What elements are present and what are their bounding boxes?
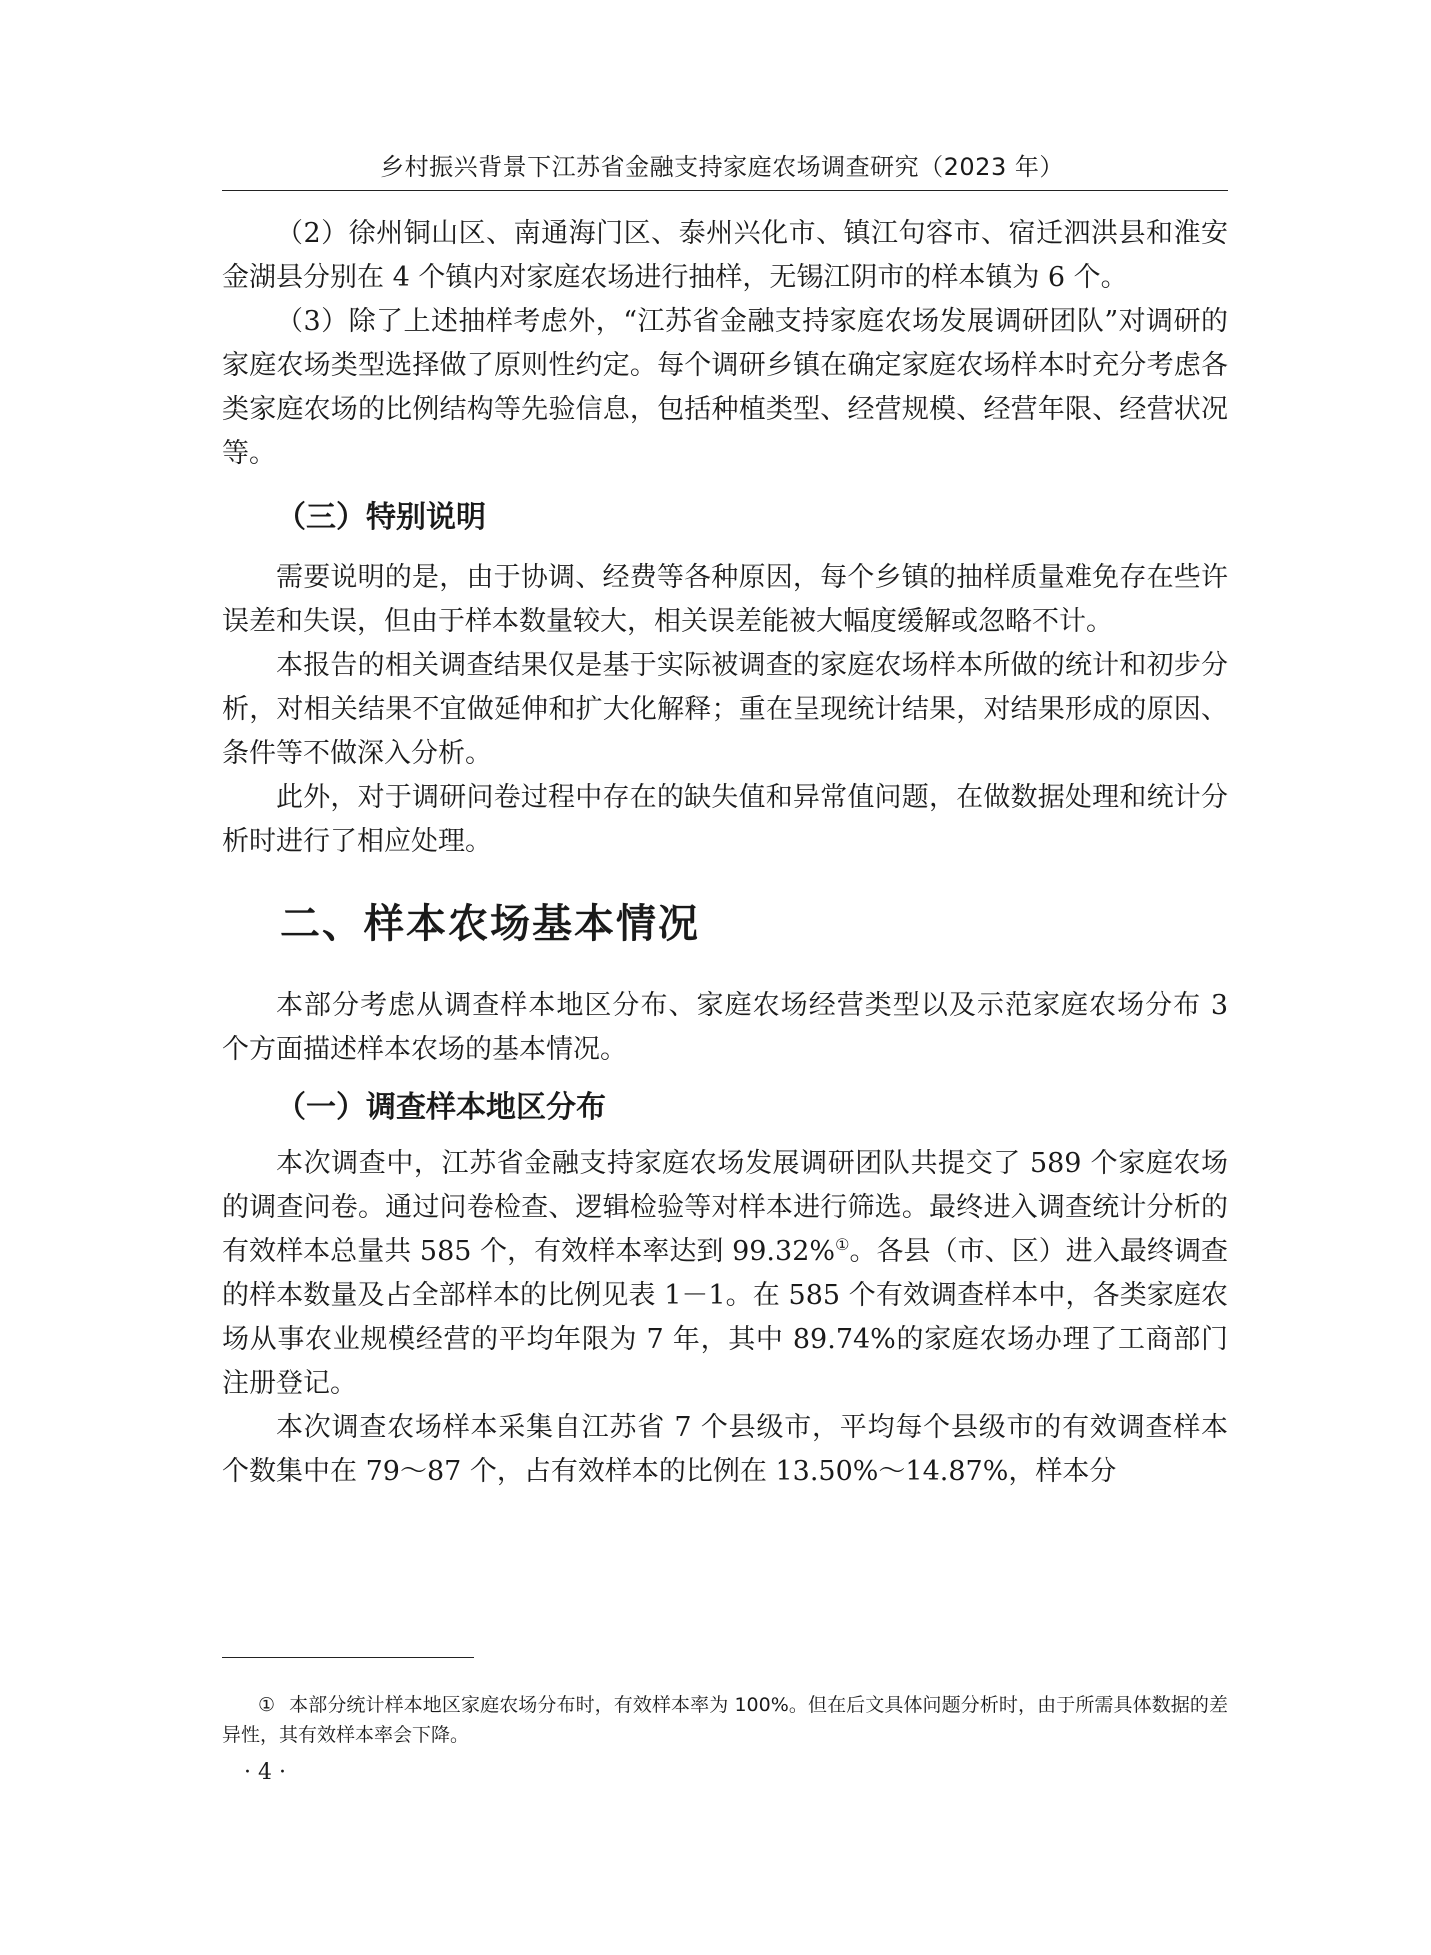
running-header: 乡村振兴背景下江苏省金融支持家庭农场调查研究（2023 年） [380,153,1064,181]
page-number: · 4 · [244,1760,286,1785]
document-body [222,212,1228,1494]
paragraph-chapter-intro: 本部分考虑从调查样本地区分布、家庭农场经营类型以及示范家庭农场分布 3 个方面描述样本农场的基本情况。 [222,990,1228,1065]
footnote-text: 本部分统计样本地区家庭农场分布时，有效样本率为 100%。但在后文具体问题分析时，由于所需具体数据的差异性，其有效样本率会下降。 [222,1694,1228,1746]
footnote-mark: ① [258,1694,276,1716]
chapter-heading-basic-situation: 二、样本农场基本情况 [280,900,700,947]
footnote-reference[interactable]: ① [835,1235,850,1254]
paragraph-report-scope: 本报告的相关调查结果仅是基于实际被调查的家庭农场样本所做的统计和初步分析，对相关结果不宜做延伸和扩大化解释；重在呈现统计结果，对结果形成的原因、条件等不做深入分析。 [222,650,1228,769]
paragraph-county-samples: 本次调查农场样本采集自江苏省 7 个县级市，平均每个县级市的有效调查样本个数集中在 79～87 个，占有效样本的比例在 13.50%～14.87%，样本分 [222,1412,1228,1487]
paragraph-survey-samples [222,1142,1228,1406]
header-rule [222,190,1228,191]
survey-samples-text-b: 。各县（市、区）进入最终调查的样本数量及占全部样本的比例见表 1－1。在 585 个有效调查样本中，各类家庭农场从事农业规模经营的平均年限为 7 年，其中 89.74%的家庭农场办理了工商部门注册登记。 [222,1236,1229,1399]
survey-samples-text-a: 本次调查中，江苏省金融支持家庭农场发展调研团队共提交了 589 个家庭农场的调查问卷。通过问卷检查、逻辑检验等对样本进行筛选。最终进入调查统计分析的有效样本总量共 585 个，有效样本率达到 99.32% [222,1148,1228,1267]
paragraph-missing-values: 此外，对于调研问卷过程中存在的缺失值和异常值问题，在做数据处理和统计分析时进行了相应处理。 [222,782,1228,857]
paragraph-sampling-error: 需要说明的是，由于协调、经费等各种原因，每个乡镇的抽样质量难免存在些许误差和失误，但由于样本数量较大，相关误差能被大幅度缓解或忽略不计。 [222,562,1228,637]
footnote [222,1690,1228,1750]
section-heading-special-notes: （三）特别说明 [276,500,486,535]
paragraph-sampling-principles: （3）除了上述抽样考虑外，“江苏省金融支持家庭农场发展调研团队”对调研的家庭农场类型选择做了原则性约定。每个调研乡镇在确定家庭农场样本时充分考虑各类家庭农场的比例结构等先验信息，包括种植类型、经营规模、经营年限、经营状况等。 [222,306,1228,469]
paragraph-sampling-towns: （2）徐州铜山区、南通海门区、泰州兴化市、镇江句容市、宿迁泗洪县和淮安金湖县分别在 4 个镇内对家庭农场进行抽样，无锡江阴市的样本镇为 6 个。 [222,218,1228,293]
footnote-rule [222,1657,474,1658]
section-heading-regional-distribution: （一）调查样本地区分布 [276,1090,606,1125]
